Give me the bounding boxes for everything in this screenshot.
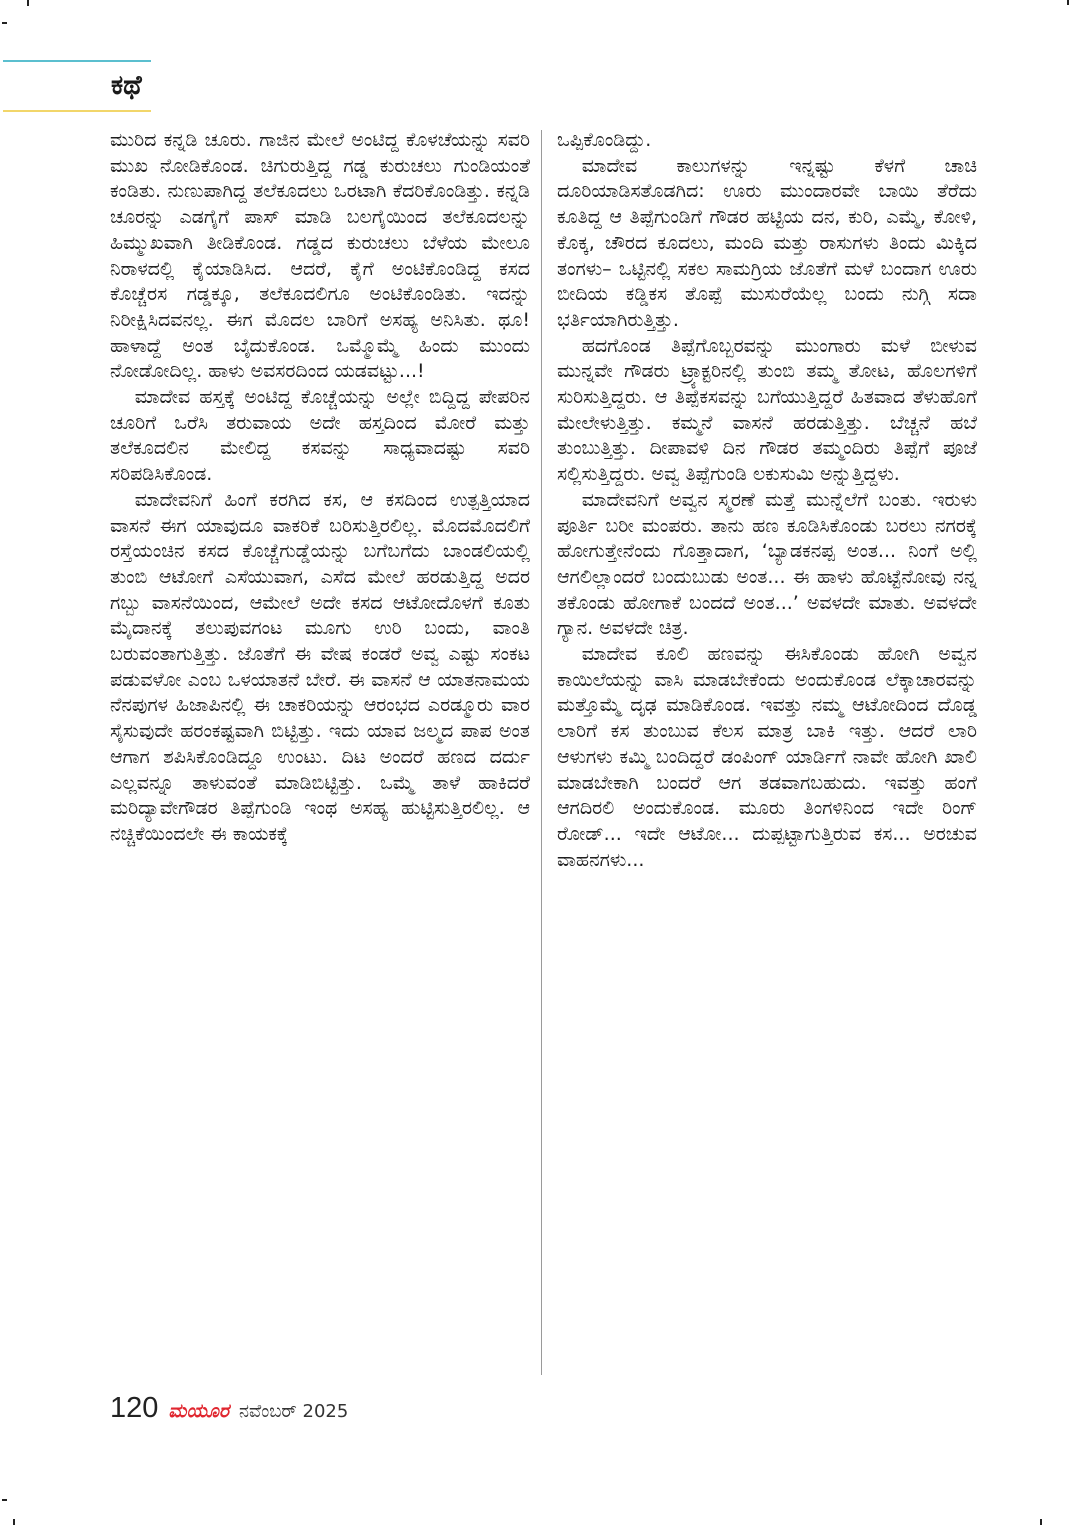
paragraph: ಒಪ್ಪಿಕೊಂಡಿದ್ದು.: [557, 129, 652, 151]
paragraph: ಮಾದೇವ ಹಸ್ತಕ್ಕೆ ಅಂಟಿದ್ದ ಕೊಚ್ಚೆಯನ್ನು ಅಲ್ಲೇ ಬಿದ್ದಿದ್ದ ಪೇಪರಿನ ಚೂರಿಗೆ ಒರೆಸಿ ತರುವಾಯ ಅದೇ ಹಸ್ತದಿಂದ ಮೋರೆ ಮತ್ತು ತಲೆಕೂದಲಿನ ಮೇಲಿದ್ದ ಕಸವನ್ನು ಸಾಧ್ಯವಾದಷ್ಟು ಸವರಿ ಸರಿಪಡಿಸಿಕೊಂಡ.: [110, 386, 530, 486]
paragraph: ಹದಗೊಂಡ ತಿಪ್ಪೆಗೊಬ್ಬರವನ್ನು ಮುಂಗಾರು ಮಳೆ ಬೀಳುವ ಮುನ್ನವೇ ಗೌಡರು ಟ್ರ್ಯಾಕ್ಟರಿನಲ್ಲಿ ತುಂಬಿ ತಮ್ಮ ತೋಟ, ಹೊಲಗಳಿಗೆ ಸುರಿಸುತ್ತಿದ್ದರು. ಆ ತಿಪ್ಪೆಕಸವನ್ನು ಬಗೆಯುತ್ತಿದ್ದರೆ ಹಿತವಾದ ತೆಳುಹೊಗೆ ಮೇಲೇಳುತ್ತಿತ್ತು. ಕಮ್ಮನೆ ವಾಸನೆ ಹರಡುತ್ತಿತ್ತು. ಬೆಚ್ಚನೆ ಹಬೆ ತುಂಬುತ್ತಿತ್ತು. ದೀಪಾವಳಿ ದಿನ ಗೌಡರ ತಮ್ಮಂದಿರು ತಿಪ್ಪೆಗೆ ಪೂಜೆ ಸಲ್ಲಿಸುತ್ತಿದ್ದರು. ಅವ್ವ ತಿಪ್ಪೆಗುಂಡಿ ಲಕುಸುಮಿ ಅನ್ನುತ್ತಿದ್ದಳು.: [557, 334, 977, 486]
article-column-right: [557, 128, 977, 873]
crop-mark: [2, 22, 7, 24]
paragraph: ಮಾದೇವನಿಗೆ ಅವ್ವನ ಸ್ಮರಣೆ ಮತ್ತೆ ಮುನ್ನೆಲೆಗೆ ಬಂತು. ಇರುಳು ಪೂರ್ತಿ ಬರೀ ಮಂಪರು. ತಾನು ಹಣ ಕೂಡಿಸಿಕೊಂಡು ಬರಲು ನಗರಕ್ಕೆ ಹೋಗುತ್ತೇನೆಂದು ಗೊತ್ತಾದಾಗ, ‘ಬ್ಯಾಡಕನಪ್ಪ ಅಂತ... ನಿಂಗೆ ಅಲ್ಲಿ ಆಗಲಿಲ್ಲಾಂದರೆ ಬಂದುಬುಡು ಅಂತ... ಈ ಹಾಳು ಹೊಟ್ಟೆನೋವು ನನ್ನ ತಕೊಂಡು ಹೋಗಾಕೆ ಬಂದದೆ ಅಂತ...’ ಅವಳದೇ ಮಾತು. ಅವಳದೇ ಗ್ಯಾನ. ಅವಳದೇ ಚಿತ್ರ.: [557, 488, 977, 640]
crop-mark: [2, 1499, 7, 1501]
paragraph: ಮಾದೇವನಿಗೆ ಹಿಂಗೆ ಕರಗಿದ ಕಸ, ಆ ಕಸದಿಂದ ಉತ್ಪತ್ತಿಯಾದ ವಾಸನೆ ಈಗ ಯಾವುದೂ ವಾಕರಿಕೆ ಬರಿಸುತ್ತಿರಲಿಲ್ಲ. ಮೊದಮೊದಲಿಗೆ ರಸ್ತೆಯಂಚಿನ ಕಸದ ಕೊಚ್ಚೆಗುಡ್ಡೆಯನ್ನು ಬಗೆಬಗೆದು ಬಾಂಡಲಿಯಲ್ಲಿ ತುಂಬಿ ಆಟೋಗೆ ಎಸೆಯುವಾಗ, ಎಸೆದ ಮೇಲೆ ಹರಡುತ್ತಿದ್ದ ಅದರ ಗಬ್ಬು ವಾಸನೆಯಿಂದ, ಆಮೇಲೆ ಅದೇ ಕಸದ ಆಟೋದೊಳಗೆ ಕೂತು ಮೈದಾನಕ್ಕೆ ತಲುಪುವಗಂಟ ಮೂಗು ಉರಿ ಬಂದು, ವಾಂತಿ ಬರುವಂತಾಗುತ್ತಿತ್ತು. ಜೊತೆಗೆ ಈ ವೇಷ ಕಂಡರೆ ಅವ್ವ ಎಷ್ಟು ಸಂಕಟ ಪಡುವಳೋ ಎಂಬ ಒಳಯಾತನೆ ಬೇರೆ. ಈ ವಾಸನೆ ಆ ಯಾತನಾಮಯ ನೆನಪುಗಳ ಹಿಜಾಪಿನಲ್ಲಿ ಈ ಚಾಕರಿಯನ್ನು ಆರಂಭದ ಎರಡ್ಮೂರು ವಾರ ಸೈಸುವುದೇ ಹರಂಕಷ್ಟವಾಗಿ ಬಿಟ್ಟಿತ್ತು. ಇದು ಯಾವ ಜಲ್ಮದ ಪಾಪ ಅಂತ ಆಗಾಗ ಶಪಿಸಿಕೊಂಡಿದ್ದೂ ಉಂಟು. ದಿಟ ಅಂದರೆ ಹಣದ ದರ್ದು ಎಲ್ಲವನ್ನೂ ತಾಳುವಂತೆ ಮಾಡಿಬಿಟ್ಟಿತ್ತು. ಒಮ್ಮೆ ತಾಳೆ ಹಾಕಿದರೆ ಮರಿದ್ಯಾವೇಗೌಡರ ತಿಪ್ಪೆಗುಂಡಿ ಇಂಥ ಅಸಹ್ಯ ಹುಟ್ಟಿಸುತ್ತಿರಲಿಲ್ಲ. ಆ ನಚ್ಚಿಕೆಯಿಂದಲೇ ಈ ಕಾಯಕಕ್ಕೆ: [110, 488, 530, 845]
paragraph: ಮಾದೇವ ಕಾಲುಗಳನ್ನು ಇನ್ನಷ್ಟು ಕೆಳಗೆ ಚಾಚಿ ದೂರಿಯಾಡಿಸತೊಡಗಿದ: ಊರು ಮುಂದಾರವೇ ಬಾಯಿ ತೆರೆದು ಕೂತಿದ್ದ ಆ ತಿಪ್ಪೆಗುಂಡಿಗೆ ಗೌಡರ ಹಟ್ಟಿಯ ದನ, ಕುರಿ, ಎಮ್ಮೆ, ಕೋಳಿ, ಕೊಕ್ಕ, ಚೌರದ ಕೂದಲು, ಮಂದಿ ಮತ್ತು ರಾಸುಗಳು ತಿಂದು ಮಿಕ್ಕಿದ ತಂಗಳು– ಒಟ್ಟಿನಲ್ಲಿ ಸಕಲ ಸಾಮಗ್ರಿಯ ಜೊತೆಗೆ ಮಳೆ ಬಂದಾಗ ಊರು ಬೀದಿಯ ಕಡ್ಡಿಕಸ ತೊಪ್ಪೆ ಮುಸುರೆಯೆಲ್ಲ ಬಂದು ನುಗ್ಗಿ ಸದಾ ಭರ್ತಿಯಾಗಿರುತ್ತಿತ್ತು.: [557, 154, 977, 331]
section-title: ಕಥೆ: [111, 70, 142, 101]
column-divider: [541, 130, 542, 1375]
crop-mark: [1040, 1519, 1042, 1525]
paragraph: ಮಾದೇವ ಕೂಲಿ ಹಣವನ್ನು ಈಸಿಕೊಂಡು ಹೋಗಿ ಅವ್ವನ ಕಾಯಿಲೆಯನ್ನು ವಾಸಿ ಮಾಡಬೇಕೆಂದು ಅಂದುಕೊಂಡ ಲೆಕ್ಕಾಚಾರವನ್ನು ಮತ್ತೊಮ್ಮೆ ದೃಢ ಮಾಡಿಕೊಂಡ. ಇವತ್ತು ನಮ್ಮ ಆಟೋದಿಂದ ದೊಡ್ಡ ಲಾರಿಗೆ ಕಸ ತುಂಬುವ ಕೆಲಸ ಮಾತ್ರ ಬಾಕಿ ಇತ್ತು. ಆದರೆ ಲಾರಿ ಆಳುಗಳು ಕಮ್ಮಿ ಬಂದಿದ್ದರೆ ಡಂಪಿಂಗ್ ಯಾರ್ಡಿಗೆ ನಾವೇ ಹೋಗಿ ಖಾಲಿ ಮಾಡಬೇಕಾಗಿ ಬಂದರೆ ಆಗ ತಡವಾಗಬಹುದು. ಇವತ್ತು ಹಂಗೆ ಆಗದಿರಲಿ ಅಂದುಕೊಂಡ. ಮೂರು ತಿಂಗಳಿನಿಂದ ಇದೇ ರಿಂಗ್ ರೋಡ್... ಇದೇ ಆಟೋ... ದುಪ್ಪಟ್ಟಾಗುತ್ತಿರುವ ಕಸ... ಅರಚುವ ವಾಹನಗಳು...: [557, 643, 977, 871]
crop-mark: [1067, 0, 1069, 5]
article-column-left: [110, 128, 530, 848]
issue-date: ನವೆಂಬರ್ 2025: [238, 1401, 349, 1422]
crop-mark: [27, 0, 29, 6]
magazine-logo: ಮಯೂರ: [168, 1400, 229, 1422]
section-header: [3, 60, 151, 112]
paragraph: ಮುರಿದ ಕನ್ನಡಿ ಚೂರು. ಗಾಜಿನ ಮೇಲೆ ಅಂಟಿದ್ದ ಕೊಳಚೆಯನ್ನು ಸವರಿ ಮುಖ ನೋಡಿಕೊಂಡ. ಚಿಗುರುತ್ತಿದ್ದ ಗಡ್ಡ ಕುರುಚಲು ಗುಂಡಿಯಂತೆ ಕಂಡಿತು. ನುಣುಪಾಗಿದ್ದ ತಲೆಕೂದಲು ಒರಟಾಗಿ ಕೆದರಿಕೊಂಡಿತ್ತು. ಕನ್ನಡಿ ಚೂರನ್ನು ಎಡಗೈಗೆ ಪಾಸ್ ಮಾಡಿ ಬಲಗೈಯಿಂದ ತಲೆಕೂದಲನ್ನು ಹಿಮ್ಮುಖವಾಗಿ ತೀಡಿಕೊಂಡ. ಗಡ್ಡದ ಕುರುಚಲು ಬೆಳೆಯ ಮೇಲೂ ನಿರಾಳದಲ್ಲಿ ಕೈಯಾಡಿಸಿದ. ಆದರೆ, ಕೈಗೆ ಅಂಟಿಕೊಂಡಿದ್ದ ಕಸದ ಕೊಚ್ಚೆರಸ ಗಡ್ಡಕ್ಕೂ, ತಲೆಕೂದಲಿಗೂ ಅಂಟಿಕೊಂಡಿತು. ಇದನ್ನು ನಿರೀಕ್ಷಿಸಿದವನಲ್ಲ. ಈಗ ಮೊದಲ ಬಾರಿಗೆ ಅಸಹ್ಯ ಅನಿಸಿತು. ಥೂ! ಹಾಳಾದ್ದೆ ಅಂತ ಬೈದುಕೊಂಡ. ಒಮ್ಮೊಮ್ಮೆ ಹಿಂದು ಮುಂದು ನೋಡೋದಿಲ್ಲ. ಹಾಳು ಅವಸರದಿಂದ ಯಡವಟ್ಟು...!: [110, 129, 530, 383]
page-footer: [110, 1392, 348, 1432]
page-number: 120: [110, 1392, 159, 1424]
crop-mark: [13, 1519, 15, 1525]
